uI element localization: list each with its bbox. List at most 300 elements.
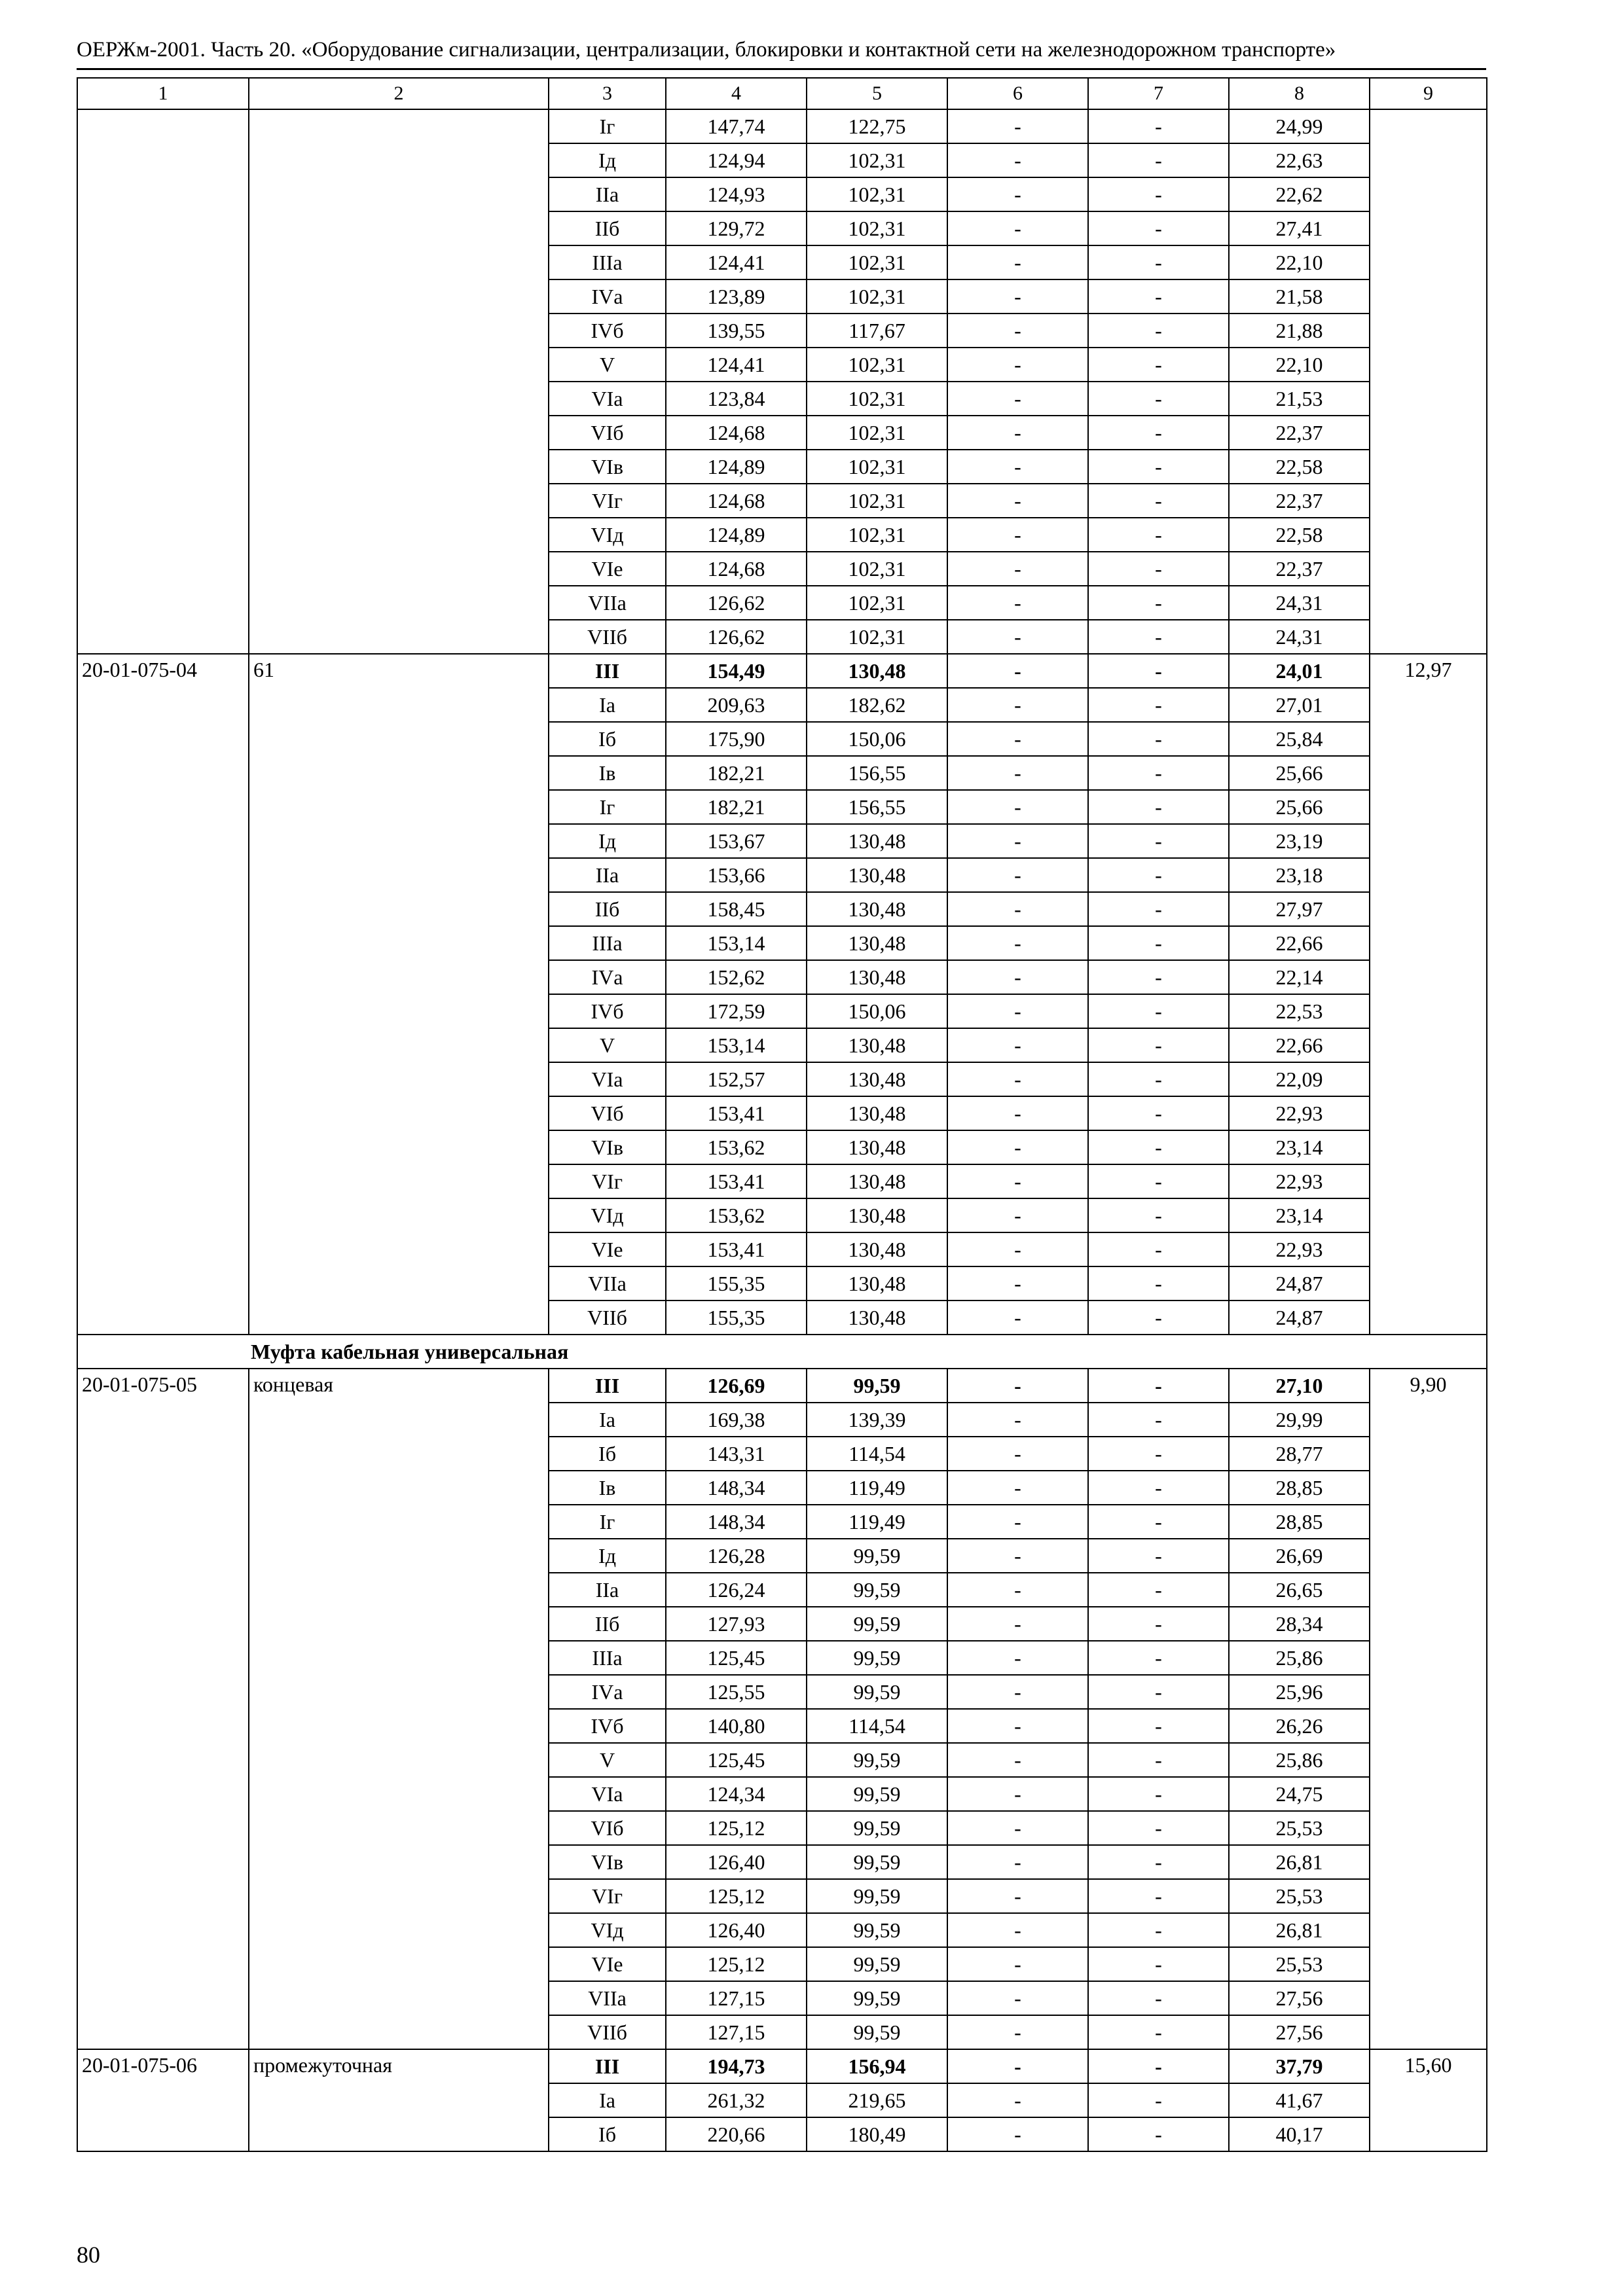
zone-cell: VIа <box>549 382 666 416</box>
total-cost-cell: 153,41 <box>666 1232 807 1266</box>
materials-cost-cell: 23,19 <box>1229 824 1370 858</box>
zone-cell: Iа <box>549 688 666 722</box>
machine-cost-cell: - <box>947 1777 1088 1811</box>
total-cost-cell: 124,89 <box>666 450 807 484</box>
zone-cell: III <box>549 1369 666 1403</box>
machinist-salary-cell: - <box>1088 1913 1229 1947</box>
materials-cost-cell: 25,53 <box>1229 1947 1370 1981</box>
materials-cost-cell: 21,53 <box>1229 382 1370 416</box>
zone-cell: VIIб <box>549 620 666 654</box>
zone-cell: VIг <box>549 1879 666 1913</box>
materials-cost-cell: 25,96 <box>1229 1675 1370 1709</box>
machine-cost-cell: - <box>947 1505 1088 1539</box>
total-cost-cell: 143,31 <box>666 1437 807 1471</box>
total-cost-cell: 124,34 <box>666 1777 807 1811</box>
materials-cost-cell: 22,09 <box>1229 1062 1370 1096</box>
salary-cell: 130,48 <box>807 1130 947 1164</box>
zone-cell: IIб <box>549 211 666 245</box>
salary-cell: 130,48 <box>807 1198 947 1232</box>
machine-cost-cell: - <box>947 620 1088 654</box>
materials-cost-cell: 25,53 <box>1229 1811 1370 1845</box>
machinist-salary-cell: - <box>1088 994 1229 1028</box>
machine-cost-cell: - <box>947 1369 1088 1403</box>
total-cost-cell: 147,74 <box>666 109 807 143</box>
materials-cost-cell: 25,66 <box>1229 756 1370 790</box>
machine-cost-cell: - <box>947 892 1088 926</box>
column-header: 9 <box>1370 78 1487 109</box>
salary-cell: 99,59 <box>807 1573 947 1607</box>
total-cost-cell: 139,55 <box>666 314 807 348</box>
total-cost-cell: 155,35 <box>666 1266 807 1300</box>
machine-cost-cell: - <box>947 2049 1088 2083</box>
zone-cell: VIг <box>549 484 666 518</box>
salary-cell: 99,59 <box>807 1743 947 1777</box>
machine-cost-cell: - <box>947 1437 1088 1471</box>
machinist-salary-cell: - <box>1088 858 1229 892</box>
salary-cell: 99,59 <box>807 1981 947 2015</box>
machinist-salary-cell: - <box>1088 1096 1229 1130</box>
zone-cell: IVб <box>549 1709 666 1743</box>
salary-cell: 102,31 <box>807 518 947 552</box>
materials-cost-cell: 22,93 <box>1229 1232 1370 1266</box>
machinist-salary-cell: - <box>1088 892 1229 926</box>
materials-cost-cell: 22,10 <box>1229 245 1370 279</box>
machinist-salary-cell: - <box>1088 1437 1229 1471</box>
salary-cell: 156,94 <box>807 2049 947 2083</box>
total-cost-cell: 140,80 <box>666 1709 807 1743</box>
zone-cell: VIе <box>549 552 666 586</box>
machine-cost-cell: - <box>947 552 1088 586</box>
machinist-salary-cell: - <box>1088 722 1229 756</box>
zone-cell: VIв <box>549 450 666 484</box>
zone-cell: Iг <box>549 790 666 824</box>
machinist-salary-cell: - <box>1088 143 1229 177</box>
total-cost-cell: 182,21 <box>666 756 807 790</box>
machine-cost-cell: - <box>947 1300 1088 1335</box>
machinist-salary-cell: - <box>1088 1471 1229 1505</box>
materials-cost-cell: 22,93 <box>1229 1096 1370 1130</box>
machinist-salary-cell: - <box>1088 1573 1229 1607</box>
zone-cell: IIа <box>549 1573 666 1607</box>
machine-cost-cell: - <box>947 484 1088 518</box>
materials-cost-cell: 24,31 <box>1229 620 1370 654</box>
machine-cost-cell: - <box>947 1539 1088 1573</box>
salary-cell: 99,59 <box>807 1641 947 1675</box>
machinist-salary-cell: - <box>1088 2049 1229 2083</box>
machinist-salary-cell: - <box>1088 1300 1229 1335</box>
zone-cell: VIа <box>549 1777 666 1811</box>
machine-cost-cell: - <box>947 382 1088 416</box>
total-cost-cell: 127,93 <box>666 1607 807 1641</box>
total-cost-cell: 126,62 <box>666 586 807 620</box>
materials-cost-cell: 22,66 <box>1229 1028 1370 1062</box>
materials-cost-cell: 26,69 <box>1229 1539 1370 1573</box>
machinist-salary-cell: - <box>1088 1675 1229 1709</box>
machine-cost-cell: - <box>947 1981 1088 2015</box>
materials-cost-cell: 22,10 <box>1229 348 1370 382</box>
salary-cell: 130,48 <box>807 1028 947 1062</box>
total-cost-cell: 148,34 <box>666 1505 807 1539</box>
total-cost-cell: 155,35 <box>666 1300 807 1335</box>
materials-cost-cell: 24,01 <box>1229 654 1370 688</box>
materials-cost-cell: 25,66 <box>1229 790 1370 824</box>
machinist-salary-cell: - <box>1088 484 1229 518</box>
document-header-title: ОЕРЖм-2001. Часть 20. «Оборудование сигнализации, централизации, блокировки и контактной сети на железнодорожном транспорте» <box>77 38 1336 62</box>
salary-cell: 130,48 <box>807 1300 947 1335</box>
table-row <box>77 654 1487 688</box>
machine-cost-cell: - <box>947 994 1088 1028</box>
machine-cost-cell: - <box>947 314 1088 348</box>
item-name-cell <box>249 109 549 654</box>
total-cost-cell: 126,69 <box>666 1369 807 1403</box>
zone-cell: VIа <box>549 1062 666 1096</box>
column-header: 6 <box>947 78 1088 109</box>
total-cost-cell: 125,45 <box>666 1641 807 1675</box>
salary-cell: 130,48 <box>807 858 947 892</box>
total-cost-cell: 124,68 <box>666 484 807 518</box>
machine-cost-cell: - <box>947 1845 1088 1879</box>
column-header: 7 <box>1088 78 1229 109</box>
zone-cell: IIа <box>549 858 666 892</box>
materials-cost-cell: 24,99 <box>1229 109 1370 143</box>
total-cost-cell: 126,40 <box>666 1845 807 1879</box>
item-name-cell: промежуточная <box>249 2049 549 2151</box>
machine-cost-cell: - <box>947 960 1088 994</box>
materials-cost-cell: 28,34 <box>1229 1607 1370 1641</box>
machinist-salary-cell: - <box>1088 1232 1229 1266</box>
salary-cell: 99,59 <box>807 1675 947 1709</box>
machinist-salary-cell: - <box>1088 211 1229 245</box>
machine-cost-cell: - <box>947 1096 1088 1130</box>
salary-cell: 99,59 <box>807 1913 947 1947</box>
salary-cell: 156,55 <box>807 756 947 790</box>
total-cost-cell: 194,73 <box>666 2049 807 2083</box>
salary-cell: 102,31 <box>807 416 947 450</box>
salary-cell: 156,55 <box>807 790 947 824</box>
materials-cost-cell: 22,63 <box>1229 143 1370 177</box>
total-cost-cell: 123,84 <box>666 382 807 416</box>
machinist-salary-cell: - <box>1088 926 1229 960</box>
zone-cell: VIIб <box>549 2015 666 2049</box>
salary-cell: 102,31 <box>807 450 947 484</box>
machinist-salary-cell: - <box>1088 756 1229 790</box>
machinist-salary-cell: - <box>1088 1879 1229 1913</box>
total-cost-cell: 129,72 <box>666 211 807 245</box>
salary-cell: 102,31 <box>807 211 947 245</box>
materials-cost-cell: 29,99 <box>1229 1403 1370 1437</box>
total-cost-cell: 124,93 <box>666 177 807 211</box>
total-cost-cell: 124,41 <box>666 245 807 279</box>
machine-cost-cell: - <box>947 1471 1088 1505</box>
total-cost-cell: 127,15 <box>666 2015 807 2049</box>
machinist-salary-cell: - <box>1088 620 1229 654</box>
machinist-salary-cell: - <box>1088 1505 1229 1539</box>
rate-code-cell: 20-01-075-06 <box>77 2049 249 2151</box>
machinist-salary-cell: - <box>1088 1130 1229 1164</box>
zone-cell: Iв <box>549 756 666 790</box>
materials-cost-cell: 27,01 <box>1229 688 1370 722</box>
salary-cell: 119,49 <box>807 1471 947 1505</box>
salary-cell: 130,48 <box>807 1062 947 1096</box>
zone-cell: IIа <box>549 177 666 211</box>
total-cost-cell: 175,90 <box>666 722 807 756</box>
machinist-salary-cell: - <box>1088 1641 1229 1675</box>
table-row <box>77 109 1487 143</box>
salary-cell: 102,31 <box>807 552 947 586</box>
salary-cell: 99,59 <box>807 1845 947 1879</box>
machinist-salary-cell: - <box>1088 1062 1229 1096</box>
salary-cell: 99,59 <box>807 1777 947 1811</box>
machinist-salary-cell: - <box>1088 790 1229 824</box>
materials-cost-cell: 22,14 <box>1229 960 1370 994</box>
column-number-row <box>77 78 1487 109</box>
machine-cost-cell: - <box>947 245 1088 279</box>
total-cost-cell: 124,89 <box>666 518 807 552</box>
materials-cost-cell: 24,87 <box>1229 1266 1370 1300</box>
machine-cost-cell: - <box>947 1743 1088 1777</box>
machine-cost-cell: - <box>947 1811 1088 1845</box>
machine-cost-cell: - <box>947 1232 1088 1266</box>
machinist-salary-cell: - <box>1088 1369 1229 1403</box>
salary-cell: 139,39 <box>807 1403 947 1437</box>
machinist-salary-cell: - <box>1088 1947 1229 1981</box>
total-cost-cell: 154,49 <box>666 654 807 688</box>
machinist-salary-cell: - <box>1088 416 1229 450</box>
total-cost-cell: 126,24 <box>666 1573 807 1607</box>
machine-cost-cell: - <box>947 824 1088 858</box>
labor-cost-cell <box>1370 109 1487 654</box>
zone-cell: V <box>549 348 666 382</box>
materials-cost-cell: 28,85 <box>1229 1471 1370 1505</box>
zone-cell: VIв <box>549 1130 666 1164</box>
materials-cost-cell: 26,65 <box>1229 1573 1370 1607</box>
machinist-salary-cell: - <box>1088 314 1229 348</box>
machine-cost-cell: - <box>947 1709 1088 1743</box>
total-cost-cell: 125,45 <box>666 1743 807 1777</box>
zone-cell: VIг <box>549 1164 666 1198</box>
machinist-salary-cell: - <box>1088 382 1229 416</box>
total-cost-cell: 125,55 <box>666 1675 807 1709</box>
materials-cost-cell: 23,14 <box>1229 1198 1370 1232</box>
salary-cell: 130,48 <box>807 926 947 960</box>
machinist-salary-cell: - <box>1088 2083 1229 2117</box>
machine-cost-cell: - <box>947 722 1088 756</box>
total-cost-cell: 126,62 <box>666 620 807 654</box>
materials-cost-cell: 22,58 <box>1229 518 1370 552</box>
machine-cost-cell: - <box>947 858 1088 892</box>
machine-cost-cell: - <box>947 1198 1088 1232</box>
salary-cell: 102,31 <box>807 245 947 279</box>
machinist-salary-cell: - <box>1088 2015 1229 2049</box>
total-cost-cell: 125,12 <box>666 1947 807 1981</box>
zone-cell: VIб <box>549 1096 666 1130</box>
materials-cost-cell: 41,67 <box>1229 2083 1370 2117</box>
zone-cell: Iа <box>549 2083 666 2117</box>
labor-cost-cell: 9,90 <box>1370 1369 1487 2049</box>
machinist-salary-cell: - <box>1088 1743 1229 1777</box>
machinist-salary-cell: - <box>1088 1811 1229 1845</box>
materials-cost-cell: 25,53 <box>1229 1879 1370 1913</box>
machine-cost-cell: - <box>947 756 1088 790</box>
machinist-salary-cell: - <box>1088 450 1229 484</box>
materials-cost-cell: 26,26 <box>1229 1709 1370 1743</box>
salary-cell: 130,48 <box>807 960 947 994</box>
zone-cell: Iб <box>549 722 666 756</box>
materials-cost-cell: 24,87 <box>1229 1300 1370 1335</box>
column-header: 8 <box>1229 78 1370 109</box>
total-cost-cell: 153,41 <box>666 1096 807 1130</box>
zone-cell: III <box>549 2049 666 2083</box>
rate-code-cell: 20-01-075-04 <box>77 654 249 1335</box>
salary-cell: 130,48 <box>807 1164 947 1198</box>
salary-cell: 102,31 <box>807 177 947 211</box>
section-header-row <box>77 1335 1487 1369</box>
zone-cell: III <box>549 654 666 688</box>
materials-cost-cell: 40,17 <box>1229 2117 1370 2151</box>
machinist-salary-cell: - <box>1088 2117 1229 2151</box>
total-cost-cell: 153,62 <box>666 1198 807 1232</box>
machinist-salary-cell: - <box>1088 177 1229 211</box>
total-cost-cell: 126,28 <box>666 1539 807 1573</box>
zone-cell: IIIа <box>549 245 666 279</box>
zone-cell: Iд <box>549 824 666 858</box>
machinist-salary-cell: - <box>1088 109 1229 143</box>
total-cost-cell: 158,45 <box>666 892 807 926</box>
zone-cell: VIд <box>549 1198 666 1232</box>
salary-cell: 99,59 <box>807 2015 947 2049</box>
materials-cost-cell: 27,56 <box>1229 2015 1370 2049</box>
salary-cell: 102,31 <box>807 586 947 620</box>
total-cost-cell: 153,62 <box>666 1130 807 1164</box>
total-cost-cell: 123,89 <box>666 279 807 314</box>
materials-cost-cell: 22,37 <box>1229 416 1370 450</box>
salary-cell: 150,06 <box>807 722 947 756</box>
machinist-salary-cell: - <box>1088 245 1229 279</box>
machine-cost-cell: - <box>947 1164 1088 1198</box>
total-cost-cell: 169,38 <box>666 1403 807 1437</box>
zone-cell: IVб <box>549 314 666 348</box>
machinist-salary-cell: - <box>1088 1539 1229 1573</box>
machine-cost-cell: - <box>947 1675 1088 1709</box>
column-header: 3 <box>549 78 666 109</box>
zone-cell: IVа <box>549 279 666 314</box>
labor-cost-cell: 12,97 <box>1370 654 1487 1335</box>
machine-cost-cell: - <box>947 2015 1088 2049</box>
materials-cost-cell: 27,97 <box>1229 892 1370 926</box>
zone-cell: VIIа <box>549 586 666 620</box>
column-header: 4 <box>666 78 807 109</box>
machine-cost-cell: - <box>947 1573 1088 1607</box>
machinist-salary-cell: - <box>1088 279 1229 314</box>
materials-cost-cell: 22,62 <box>1229 177 1370 211</box>
salary-cell: 102,31 <box>807 484 947 518</box>
salary-cell: 130,48 <box>807 1096 947 1130</box>
zone-cell: Iд <box>549 1539 666 1573</box>
machine-cost-cell: - <box>947 2117 1088 2151</box>
salary-cell: 102,31 <box>807 279 947 314</box>
machinist-salary-cell: - <box>1088 824 1229 858</box>
materials-cost-cell: 26,81 <box>1229 1845 1370 1879</box>
machinist-salary-cell: - <box>1088 1028 1229 1062</box>
table-body <box>77 78 1487 2151</box>
salary-cell: 219,65 <box>807 2083 947 2117</box>
machine-cost-cell: - <box>947 1403 1088 1437</box>
machine-cost-cell: - <box>947 1607 1088 1641</box>
salary-cell: 150,06 <box>807 994 947 1028</box>
salary-cell: 117,67 <box>807 314 947 348</box>
zone-cell: Iб <box>549 1437 666 1471</box>
machine-cost-cell: - <box>947 1062 1088 1096</box>
salary-cell: 102,31 <box>807 348 947 382</box>
table-row <box>77 1369 1487 1403</box>
materials-cost-cell: 27,10 <box>1229 1369 1370 1403</box>
machinist-salary-cell: - <box>1088 586 1229 620</box>
column-header: 1 <box>77 78 249 109</box>
machinist-salary-cell: - <box>1088 518 1229 552</box>
machine-cost-cell: - <box>947 654 1088 688</box>
machinist-salary-cell: - <box>1088 552 1229 586</box>
salary-cell: 114,54 <box>807 1437 947 1471</box>
total-cost-cell: 261,32 <box>666 2083 807 2117</box>
zone-cell: IVа <box>549 960 666 994</box>
machine-cost-cell: - <box>947 177 1088 211</box>
labor-cost-cell: 15,60 <box>1370 2049 1487 2151</box>
salary-cell: 102,31 <box>807 382 947 416</box>
salary-cell: 99,59 <box>807 1607 947 1641</box>
header-divider <box>77 68 1486 70</box>
total-cost-cell: 172,59 <box>666 994 807 1028</box>
machine-cost-cell: - <box>947 1266 1088 1300</box>
zone-cell: V <box>549 1743 666 1777</box>
machine-cost-cell: - <box>947 926 1088 960</box>
rates-table <box>77 77 1487 2152</box>
materials-cost-cell: 27,56 <box>1229 1981 1370 2015</box>
materials-cost-cell: 21,88 <box>1229 314 1370 348</box>
salary-cell: 114,54 <box>807 1709 947 1743</box>
materials-cost-cell: 21,58 <box>1229 279 1370 314</box>
machinist-salary-cell: - <box>1088 1403 1229 1437</box>
machinist-salary-cell: - <box>1088 1164 1229 1198</box>
materials-cost-cell: 22,66 <box>1229 926 1370 960</box>
total-cost-cell: 125,12 <box>666 1879 807 1913</box>
materials-cost-cell: 37,79 <box>1229 2049 1370 2083</box>
salary-cell: 130,48 <box>807 1232 947 1266</box>
machinist-salary-cell: - <box>1088 1198 1229 1232</box>
machine-cost-cell: - <box>947 416 1088 450</box>
total-cost-cell: 152,57 <box>666 1062 807 1096</box>
machine-cost-cell: - <box>947 1947 1088 1981</box>
zone-cell: VIIа <box>549 1266 666 1300</box>
machine-cost-cell: - <box>947 1913 1088 1947</box>
total-cost-cell: 148,34 <box>666 1471 807 1505</box>
salary-cell: 122,75 <box>807 109 947 143</box>
section-title: Муфта кабельная универсальная <box>77 1335 1487 1369</box>
salary-cell: 130,48 <box>807 1266 947 1300</box>
salary-cell: 182,62 <box>807 688 947 722</box>
machinist-salary-cell: - <box>1088 1607 1229 1641</box>
total-cost-cell: 153,67 <box>666 824 807 858</box>
salary-cell: 99,59 <box>807 1539 947 1573</box>
materials-cost-cell: 25,86 <box>1229 1641 1370 1675</box>
salary-cell: 99,59 <box>807 1369 947 1403</box>
zone-cell: Iг <box>549 109 666 143</box>
rate-code-cell: 20-01-075-05 <box>77 1369 249 2049</box>
machine-cost-cell: - <box>947 109 1088 143</box>
materials-cost-cell: 22,93 <box>1229 1164 1370 1198</box>
zone-cell: IVб <box>549 994 666 1028</box>
zone-cell: Iв <box>549 1471 666 1505</box>
total-cost-cell: 152,62 <box>666 960 807 994</box>
